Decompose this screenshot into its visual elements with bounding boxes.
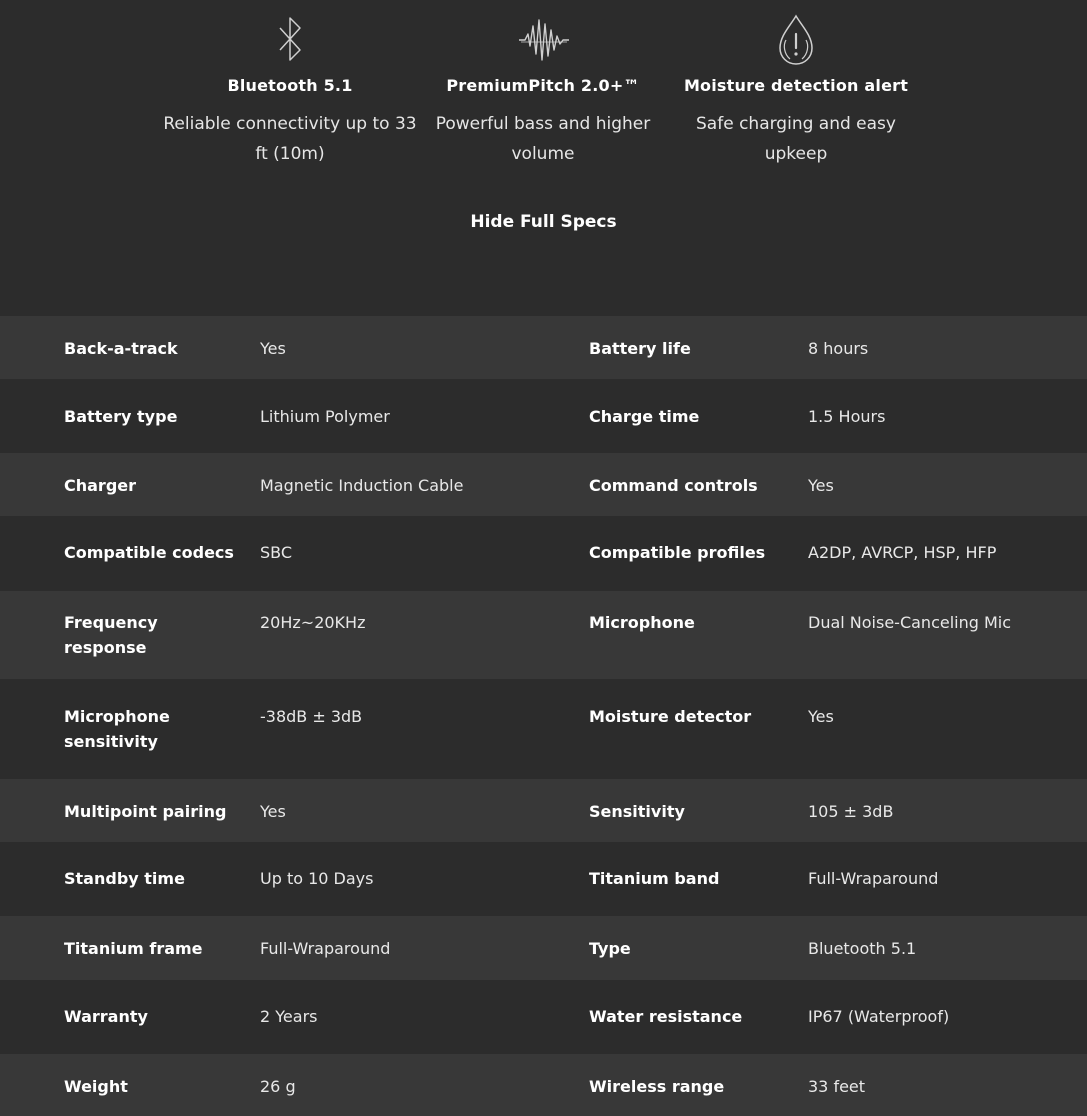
- spec-value: 105 ± 3dB: [808, 802, 894, 821]
- spec-value: -38dB ± 3dB: [260, 707, 363, 726]
- spec-label: Titanium frame: [64, 939, 203, 958]
- hide-full-specs-button[interactable]: Hide Full Specs: [470, 212, 617, 232]
- spec-row: [0, 679, 1087, 779]
- bluetooth-icon: [260, 10, 320, 70]
- feature-title: PremiumPitch 2.0+™: [446, 76, 640, 95]
- sound-wave-icon: [513, 10, 573, 70]
- feature-title: Moisture detection alert: [683, 76, 909, 95]
- spec-label: Moisture detector: [589, 707, 752, 726]
- feature-description: Safe charging and easy upkeep: [696, 114, 896, 164]
- spec-label: Charge time: [589, 407, 700, 426]
- spec-value: 26 g: [260, 1077, 296, 1096]
- spec-label: Weight: [64, 1077, 128, 1096]
- spec-value: Up to 10 Days: [260, 869, 374, 888]
- spec-label: Frequency response: [64, 613, 158, 657]
- feature-bluetooth: [160, 10, 420, 169]
- moisture-alert-icon: [766, 10, 826, 70]
- spec-value: 8 hours: [808, 339, 869, 358]
- spec-row: [0, 842, 1087, 916]
- spec-row: [0, 916, 1087, 980]
- spec-label: Warranty: [64, 1007, 148, 1026]
- spec-value: Yes: [260, 339, 286, 358]
- feature-highlights: [0, 0, 1087, 200]
- spec-value: Yes: [808, 476, 834, 495]
- spec-value: Yes: [260, 802, 286, 821]
- spec-label: Sensitivity: [589, 802, 685, 821]
- spec-value: Full-Wraparound: [260, 939, 391, 958]
- spec-label: Standby time: [64, 869, 185, 888]
- spec-value: 33 feet: [808, 1077, 866, 1096]
- spec-row: [0, 379, 1087, 453]
- spec-value: SBC: [260, 543, 293, 562]
- specs-table: [0, 316, 1087, 1116]
- spec-label: Type: [589, 939, 631, 958]
- spec-value: 1.5 Hours: [808, 407, 886, 426]
- spec-label: Microphone: [589, 613, 695, 632]
- spec-value: IP67 (Waterproof): [808, 1007, 950, 1026]
- spec-label: Microphone sensitivity: [64, 707, 170, 751]
- spec-row: [0, 316, 1087, 379]
- spec-value: 2 Years: [260, 1007, 318, 1026]
- spec-row: [0, 980, 1087, 1054]
- spec-row: [0, 453, 1087, 516]
- spec-row: [0, 1054, 1087, 1116]
- spec-value: 20Hz~20KHz: [260, 613, 366, 632]
- spec-value: Magnetic Induction Cable: [260, 476, 464, 495]
- spec-label: Compatible codecs: [64, 543, 234, 562]
- spec-label: Back-a-track: [64, 339, 178, 358]
- spec-label: Battery type: [64, 407, 178, 426]
- spec-label: Water resistance: [589, 1007, 743, 1026]
- spec-value: Lithium Polymer: [260, 407, 390, 426]
- spec-value: Dual Noise-Canceling Mic: [808, 613, 1012, 632]
- spec-label: Wireless range: [589, 1077, 725, 1096]
- feature-title: Bluetooth 5.1: [227, 76, 353, 95]
- spec-label: Compatible profiles: [589, 543, 766, 562]
- spec-value: Full-Wraparound: [808, 869, 939, 888]
- spec-label: Command controls: [589, 476, 758, 495]
- spec-label: Battery life: [589, 339, 691, 358]
- spec-label: Charger: [64, 476, 137, 495]
- spec-label: Multipoint pairing: [64, 802, 227, 821]
- spec-label: Titanium band: [589, 869, 720, 888]
- spec-row: [0, 779, 1087, 842]
- spec-row: [0, 516, 1087, 591]
- feature-description: Reliable connectivity up to 33 ft (10m): [163, 114, 417, 164]
- spec-row: [0, 591, 1087, 679]
- spec-value: Yes: [808, 707, 834, 726]
- spec-value: Bluetooth 5.1: [808, 939, 917, 958]
- feature-description: Powerful bass and higher volume: [435, 114, 651, 164]
- spec-value: A2DP, AVRCP, HSP, HFP: [808, 543, 997, 562]
- feature-moisture: [666, 10, 926, 169]
- feature-premiumpitch: [413, 10, 673, 169]
